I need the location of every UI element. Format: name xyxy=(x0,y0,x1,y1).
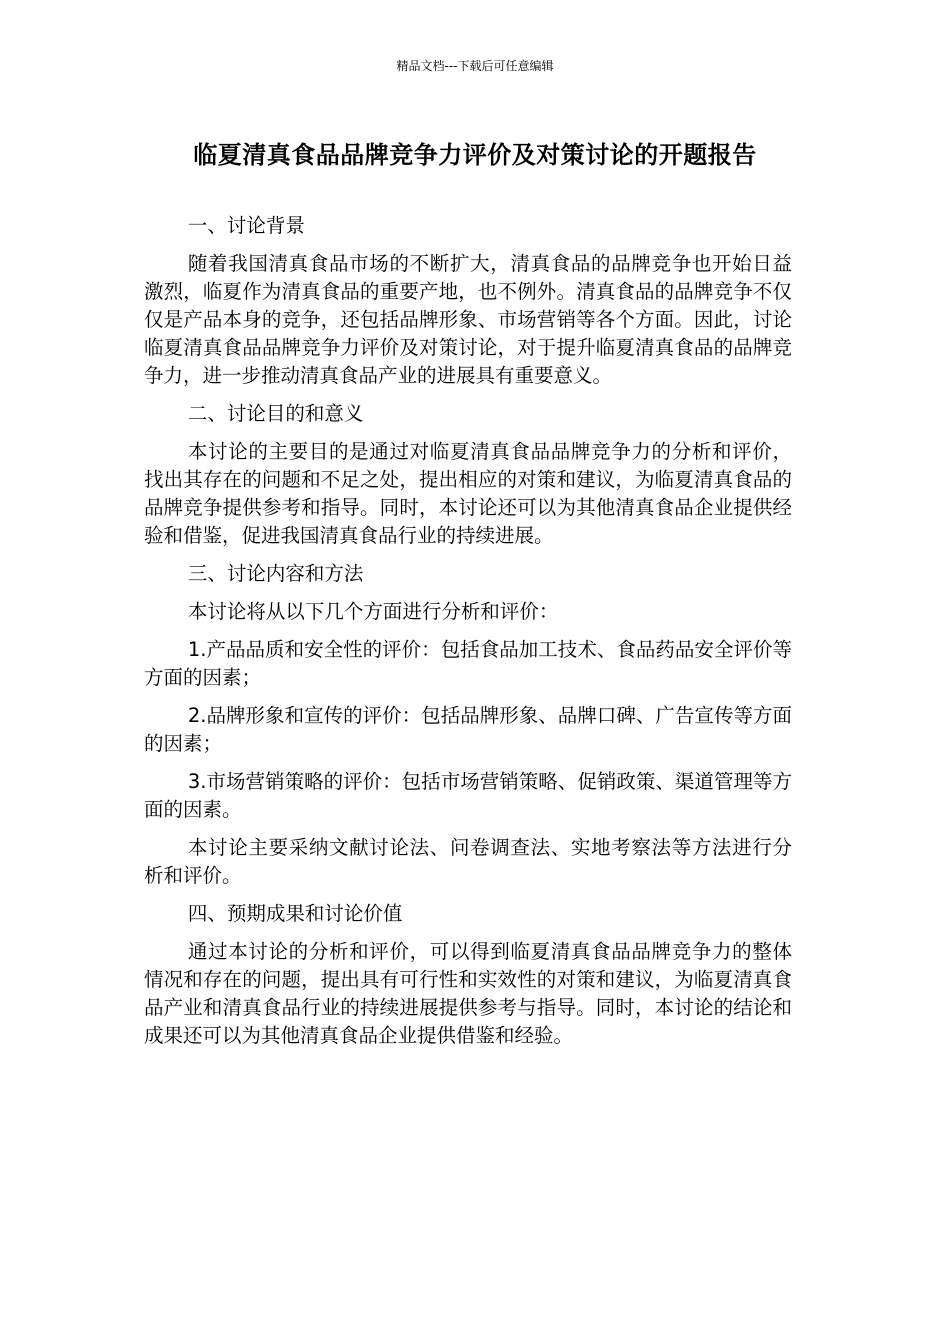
list-item-product-quality: 1.产品品质和安全性的评价：包括食品加工技术、食品药品安全评价等方面的因素； xyxy=(144,638,792,689)
list-item-brand-image: 2.品牌形象和宣传的评价：包括品牌形象、品牌口碑、广告宣传等方面的因素； xyxy=(144,704,792,755)
paragraph-background: 随着我国清真食品市场的不断扩大，清真食品的品牌竞争也开始日益激烈，临夏作为清真食品的重要产地，也不例外。清真食品的品牌竞争不仅仅是产品本身的竞争，还包括品牌形象、市场营销等各个方面。因此，讨论临夏清真食品品牌竞争力评价及对策讨论，对于提升临夏清真食品的品牌竞争力，进一步推动清真食品产业的进展具有重要意义。 xyxy=(144,252,792,387)
document-title: 临夏清真食品品牌竞争力评价及对策讨论的开题报告 xyxy=(193,141,757,169)
paragraph-content-intro: 本讨论将从以下几个方面进行分析和评价： xyxy=(187,600,559,623)
document-body xyxy=(144,212,792,1060)
section-heading-expected-results: 四、预期成果和讨论价值 xyxy=(187,902,403,925)
paragraph-expected-results: 通过本讨论的分析和评价，可以得到临夏清真食品品牌竞争力的整体情况和存在的问题，提出具有可行性和实效性的对策和建议，为临夏清真食品产业和清真食品行业的持续进展提供参考与指导。同时，本讨论的结论和成果还可以为其他清真食品企业提供借鉴和经验。 xyxy=(144,940,792,1047)
section-heading-purpose: 二、讨论目的和意义 xyxy=(187,402,364,425)
paragraph-purpose: 本讨论的主要目的是通过对临夏清真食品品牌竞争力的分析和评价，找出其存在的问题和不足之处，提出相应的对策和建议，为临夏清真食品的品牌竞争提供参考和指导。同时，本讨论还可以为其他清真食品企业提供经验和借鉴，促进我国清真食品行业的持续进展。 xyxy=(144,440,792,547)
section-heading-content-methods: 三、讨论内容和方法 xyxy=(187,562,364,585)
section-heading-background: 一、讨论背景 xyxy=(187,214,305,237)
paragraph-methods: 本讨论主要采纳文献讨论法、问卷调查法、实地考察法等方法进行分析和评价。 xyxy=(144,836,792,887)
list-item-marketing-strategy: 3.市场营销策略的评价：包括市场营销策略、促销政策、渠道管理等方面的因素。 xyxy=(144,770,792,821)
page-header-note: 精品文档---下载后可任意编辑 xyxy=(396,59,554,73)
